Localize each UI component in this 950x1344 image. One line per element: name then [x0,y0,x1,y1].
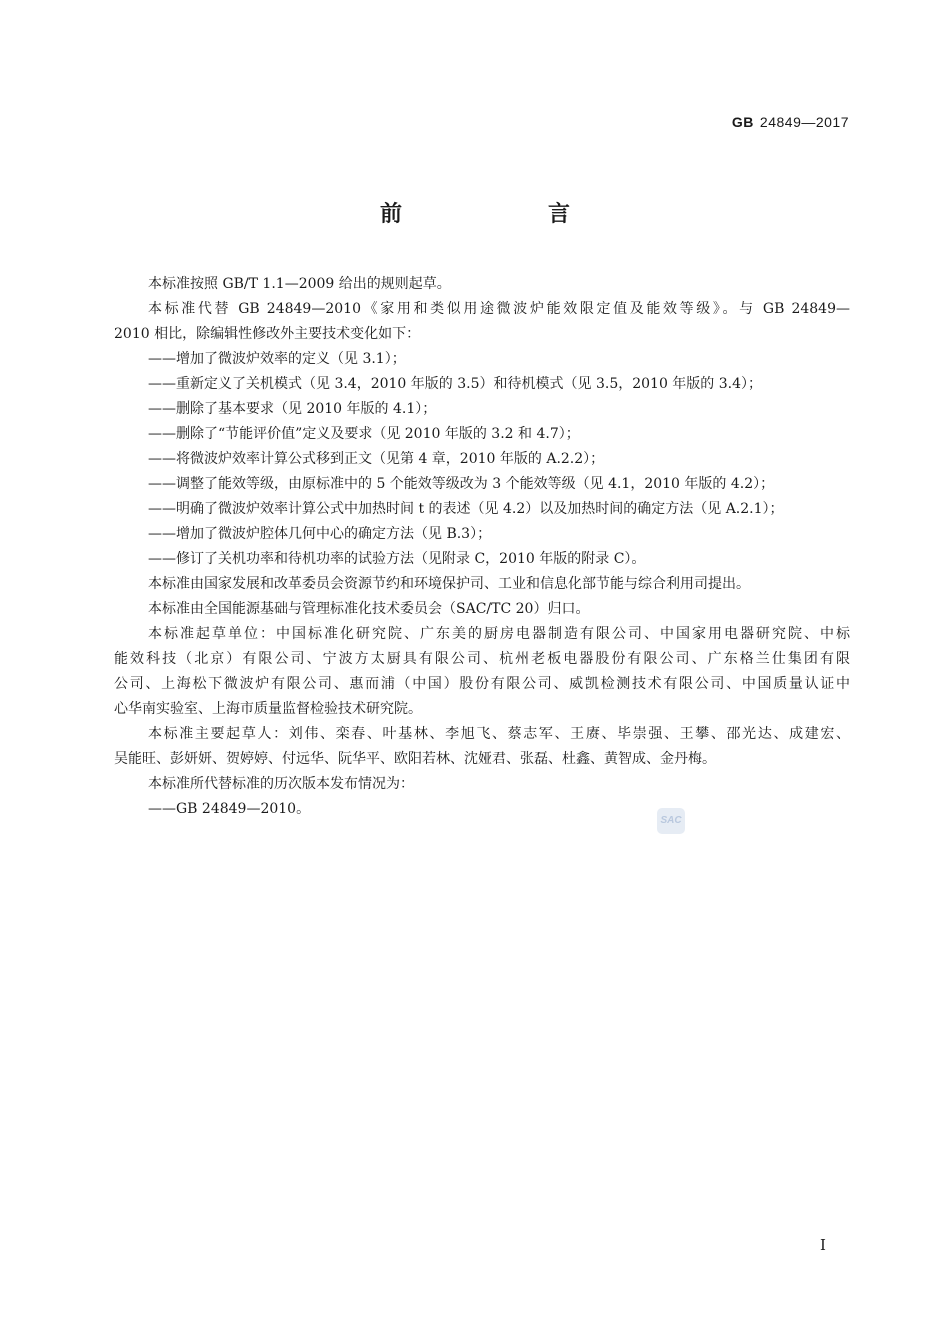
change-list-item: ——修订了关机功率和待机功率的试验方法（见附录 C，2010 年版的附录 C）。 [148,551,646,567]
paragraph-version-history: 本标准所代替标准的历次版本发布情况为： [148,776,414,792]
paragraph-replaces-standard: 本标准代替 GB 24849—2010《家用和类似用途微波炉能效限定值及能效等级》。与 GB 24849— [148,301,850,317]
change-list-item: ——调整了能效等级，由原标准中的 5 个能效等级改为 3 个能效等级（见 4.1，2010 年版的 4.2）； [148,476,775,492]
page-number: I [820,1236,826,1254]
paragraph-drafters: 本标准主要起草人：刘伟、栾春、叶基林、李旭飞、蔡志军、王赓、毕崇强、王攀、邵光达、成建宏、 [148,726,850,742]
standard-code: 24849—2017 [759,114,849,130]
change-list-item: ——增加了微波炉效率的定义（见 3.1）； [148,351,406,367]
standard-number [732,114,849,130]
paragraph-replaces-standard-cont: 2010 相比，除编辑性修改外主要技术变化如下： [114,326,421,342]
paragraph-drafting-rules: 本标准按照 GB/T 1.1—2009 给出的规则起草。 [148,276,451,292]
document-body [114,272,850,822]
change-list-item: ——将微波炉效率计算公式移到正文（见第 4 章，2010 年版的 A.2.2）； [148,451,605,467]
change-list-item: ——删除了基本要求（见 2010 年版的 4.1）； [148,401,437,417]
standard-prefix: GB [731,114,754,130]
paragraph-drafting-units-cont: 心华南实验室、上海市质量监督检验技术研究院。 [114,701,422,717]
change-list-item: ——明确了微波炉效率计算公式中加热时间 t 的表述（见 4.2）以及加热时间的确定方法（见 A.2.1）； [148,501,784,517]
paragraph-drafters-cont: 吴能旺、彭妍妍、贺婷婷、付远华、阮华平、欧阳若林、沈娅君、张磊、杜鑫、黄智成、金丹梅。 [114,751,716,767]
paragraph-proposed-by: 本标准由国家发展和改革委员会资源节约和环境保护司、工业和信息化部节能与综合利用司提出。 [148,576,750,592]
change-list-item: ——增加了微波炉腔体几何中心的确定方法（见 B.3）； [148,526,492,542]
sac-watermark: SAC [657,808,685,834]
change-list-item: ——删除了“节能评价值”定义及要求（见 2010 年版的 3.2 和 4.7）； [148,426,580,442]
paragraph-under-jurisdiction: 本标准由全国能源基础与管理标准化技术委员会（SAC/TC 20）归口。 [148,601,590,617]
paragraph-drafting-units-cont: 能效科技（北京）有限公司、宁波方太厨具有限公司、杭州老板电器股份有限公司、广东格兰仕集团有限 [114,651,850,667]
change-list-item: ——重新定义了关机模式（见 3.4，2010 年版的 3.5）和待机模式（见 3.5，2010 年版的 3.4）； [148,376,763,392]
version-history-item: ——GB 24849—2010。 [148,801,311,817]
paragraph-drafting-units-cont: 公司、上海松下微波炉有限公司、惠而浦（中国）股份有限公司、威凯检测技术有限公司、中国质量认证中 [114,676,850,692]
paragraph-drafting-units: 本标准起草单位：中国标准化研究院、广东美的厨房电器制造有限公司、中国家用电器研究院、中标 [148,626,850,642]
page-title: 前 言 [379,202,632,227]
